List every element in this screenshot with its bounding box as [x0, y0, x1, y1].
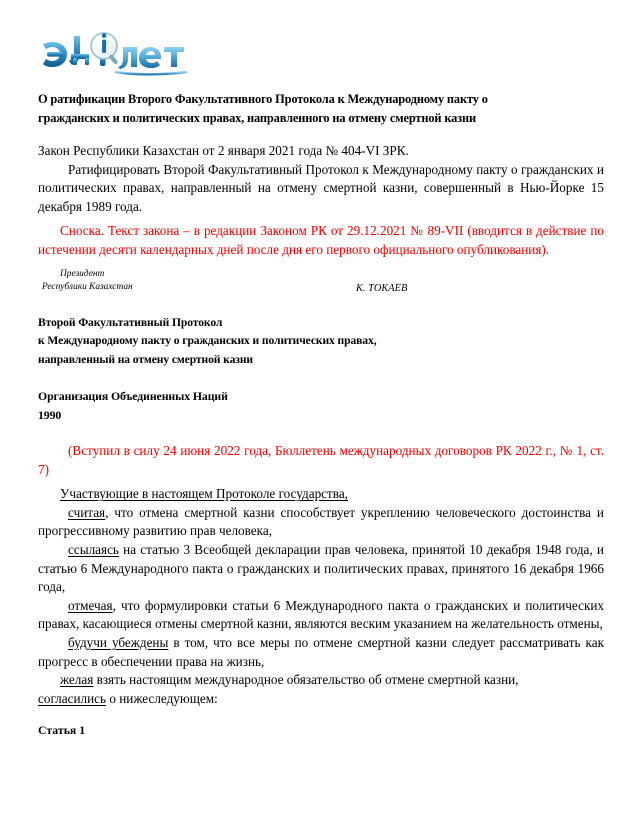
protocol-heading-line-2: к Международному пакту о гражданских и политических правах,: [38, 334, 377, 348]
clause-lead: считая: [68, 504, 106, 520]
adilet-logo-icon: [38, 30, 238, 82]
spacer: [38, 708, 604, 722]
preamble-clause: [38, 671, 604, 690]
signature-organization: Республики Казахстан: [42, 281, 133, 292]
clause-lead: согласились: [38, 690, 107, 706]
page-title: [38, 90, 604, 128]
spacer: [38, 260, 604, 268]
footnote-note: Сноска. Текст закона – в редакции Законом РК от 29.12.2021 № 89-VII (вводится в действие по истечении десяти календарных дней после дня его первого официального опубликования).: [38, 223, 604, 257]
protocol-heading-line-1: Второй Факультативный Протокол: [38, 315, 223, 329]
preamble-intro: [38, 485, 604, 504]
spacer: [38, 424, 604, 442]
preamble-clause: [38, 634, 604, 671]
document-body: [38, 90, 604, 739]
clause-rest: взять настоящим международное обязательство об отмене смертной казни,: [93, 672, 519, 688]
clause-lead: будучи убеждены: [68, 635, 169, 650]
site-logo[interactable]: [38, 30, 238, 82]
ratify-paragraph: Ратифицировать Второй Факультативный Протокол к Международному пакту о гражданских и политических правах, направленный на отмену смертной казни, совершенный в Нью-Йорке 15 декабря 1989 года.: [38, 161, 604, 214]
signature-block: [38, 268, 604, 298]
in-force-note: (Вступил в силу 24 июня 2022 года, Бюллетень международных договоров РК 2022 г., № 1, ст. 7): [38, 443, 604, 477]
preamble-clause: [38, 541, 604, 597]
law-reference: Закон Республики Казахстан от 2 января 2021 года № 404-VI ЗРК.: [38, 143, 409, 158]
spacer: [38, 298, 604, 314]
signature-name: К. ТОКАЕВ: [356, 282, 408, 294]
protocol-heading: [38, 314, 604, 370]
clause-rest: , что отмена смертной казни способствует укреплению человеческого достоинства и прогрессивному развитию прав человека,: [38, 504, 604, 539]
clause-rest: о нижеследующем:: [106, 690, 218, 706]
preamble-clause: [38, 597, 604, 634]
clause-rest: , что формулировки статьи 6 Международного пакта о гражданских и политических правах, касающиеся отмены смертной казни, являются веским указанием на желательность отмены,: [38, 597, 604, 632]
signature-role: Президент: [60, 268, 105, 279]
clause-lead: ссылаясь: [68, 542, 119, 558]
page-title-line-2: гражданских и политических правах, направленного на отмену смертной казни: [38, 111, 476, 125]
article-heading: Статья 1: [38, 723, 86, 738]
preamble-clause: [38, 690, 604, 709]
publisher-year: 1990: [38, 407, 62, 422]
preamble-intro-text: Участвующие в настоящем Протоколе государства,: [60, 486, 348, 502]
clause-lead: желая: [60, 672, 94, 688]
page-title-line-1: О ратификации Второго Факультативного Протокола к Международному пакту о: [38, 92, 488, 106]
publisher-organization: Организация Объединенных Наций: [38, 389, 228, 404]
spacer: [38, 369, 604, 387]
clause-lead: отмечая: [68, 597, 113, 613]
protocol-heading-line-3: направленный на отмену смертной казни: [38, 352, 253, 366]
clause-rest: на статью 3 Всеобщей декларации прав человека, принятой 10 декабря 1948 года, и статью 6 Международного пакта о гражданских и политических правах, принятого 16 декабря 1966 года,: [38, 542, 604, 595]
preamble-clause: [38, 504, 604, 541]
clause-rest: в том, что все меры по отмене смертной казни следует рассматривать как прогресс в обеспечении права на жизнь,: [38, 635, 604, 669]
